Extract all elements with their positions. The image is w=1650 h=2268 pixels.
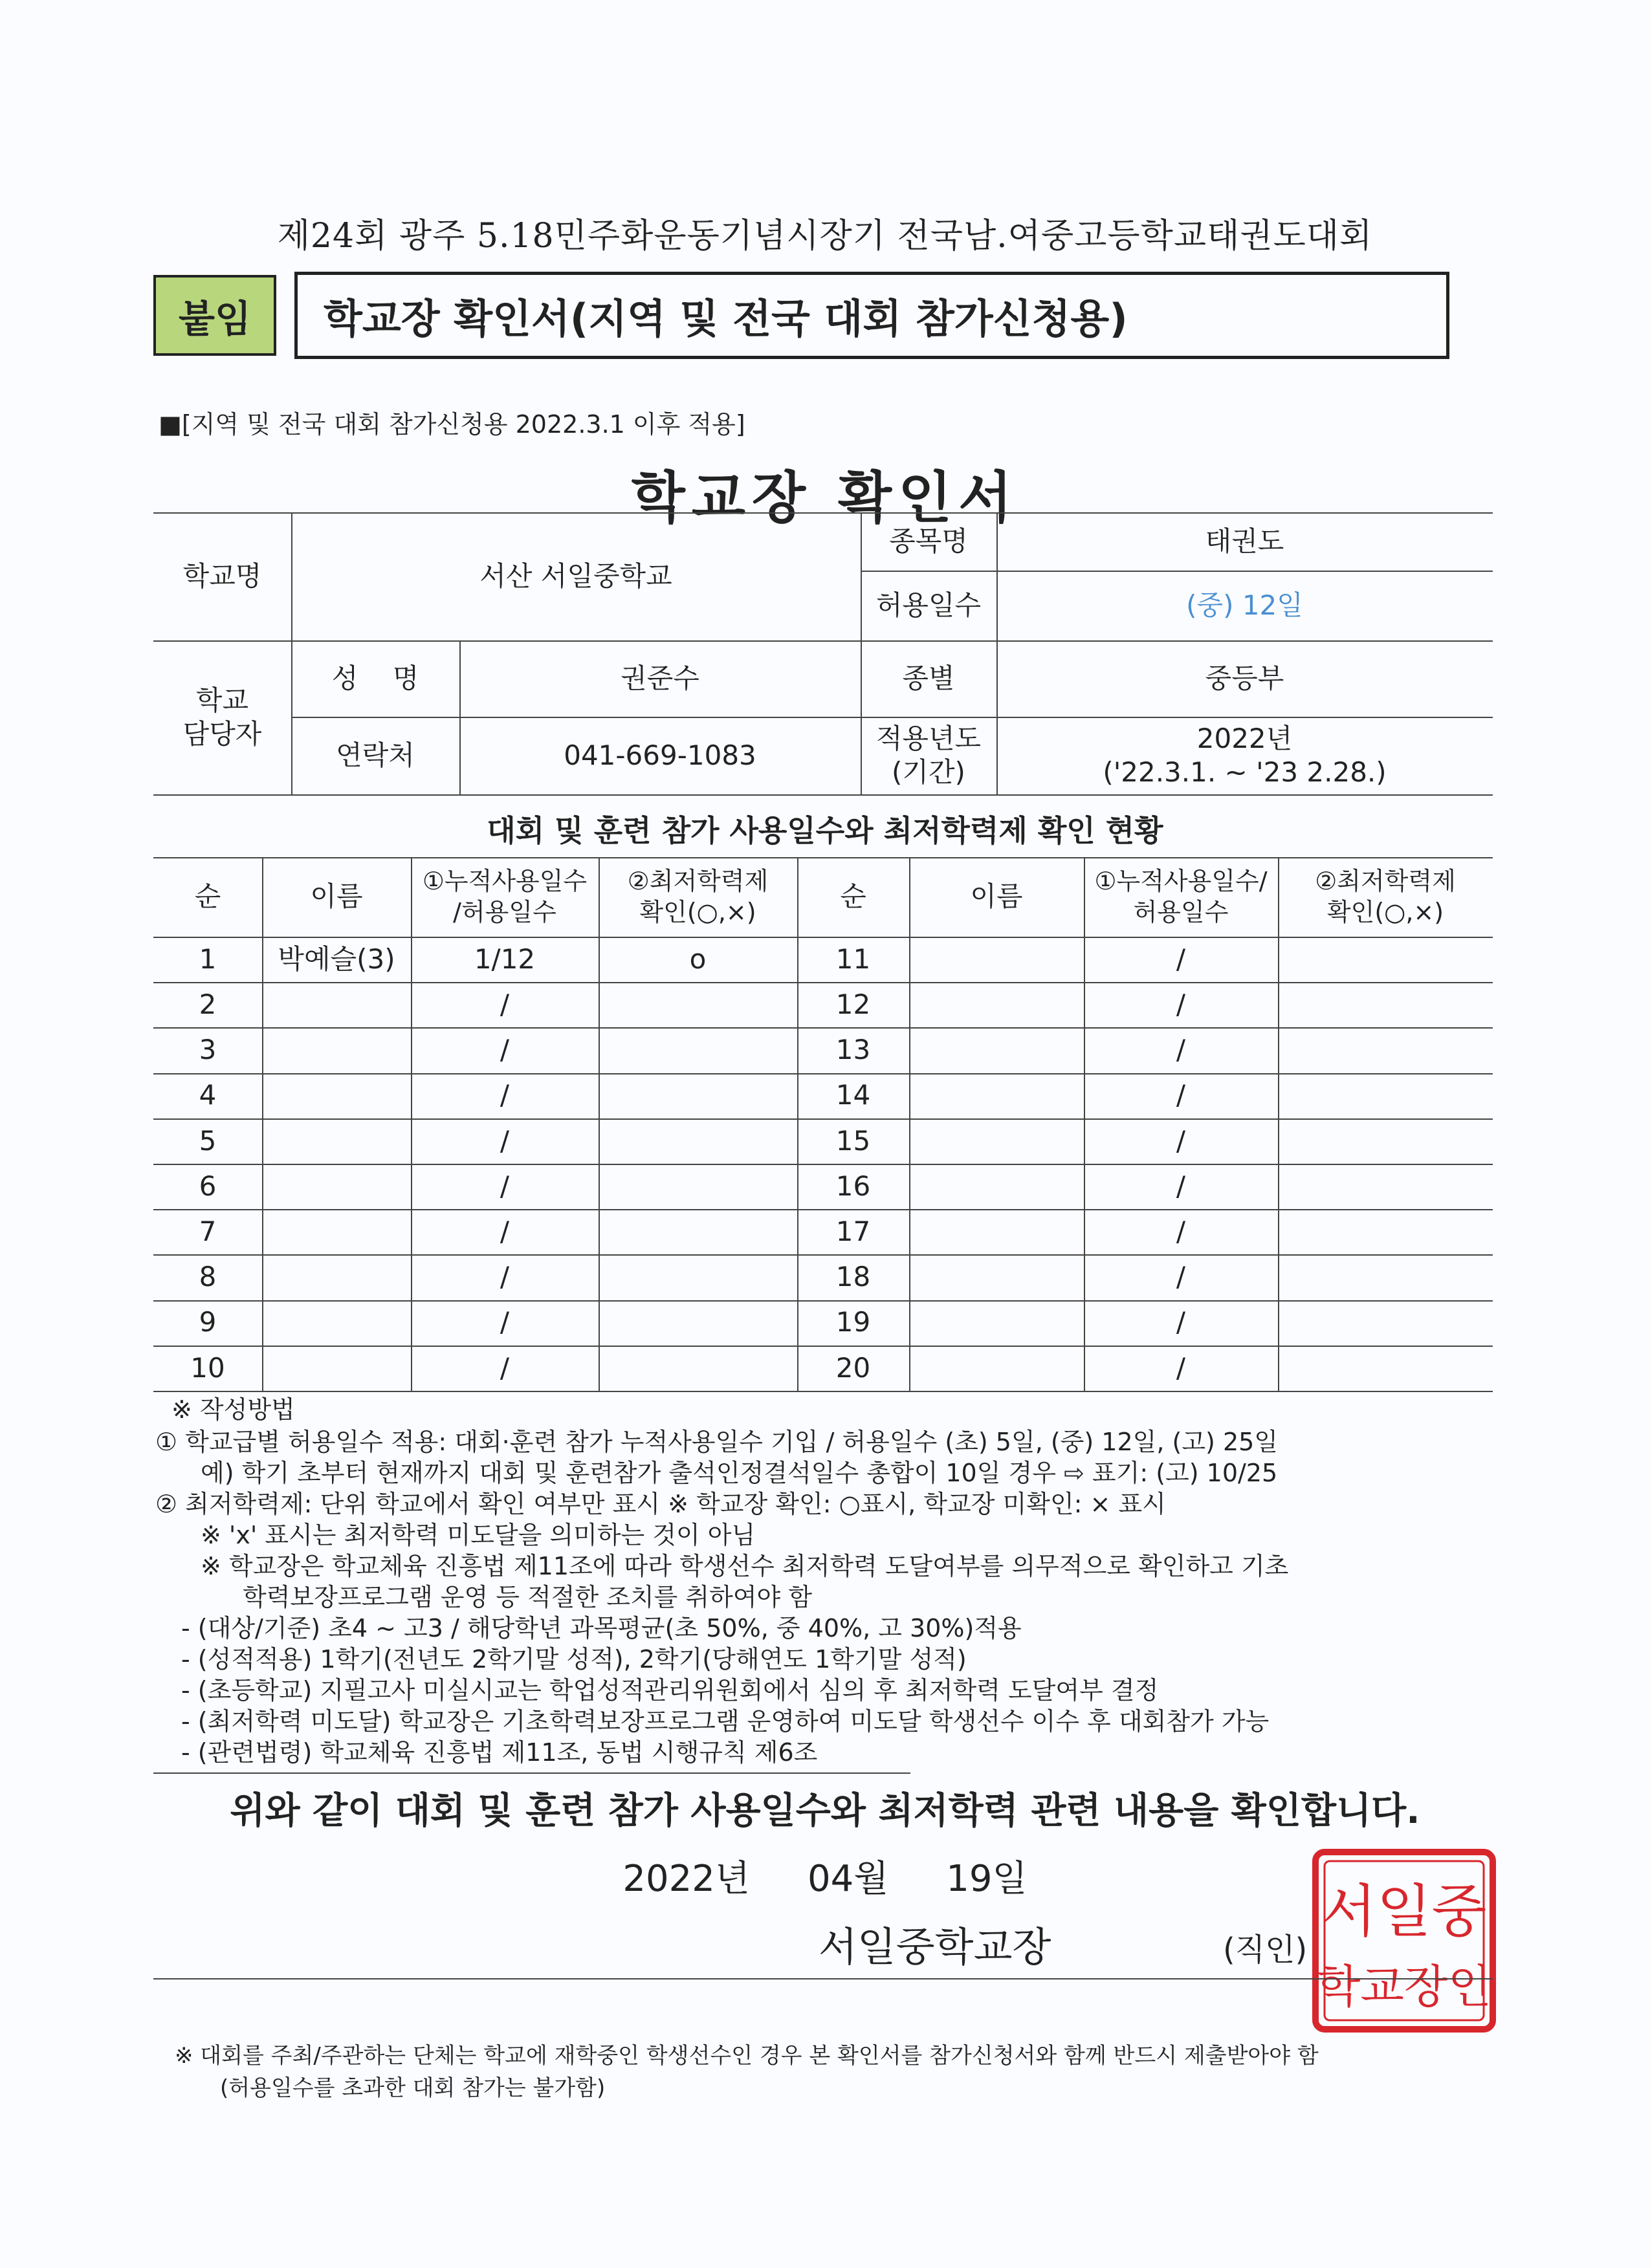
division-value: 중등부 [1205,662,1284,694]
table-cell-name [262,1300,411,1346]
table-cell-min [1278,937,1493,982]
col-header-used-days-right [1084,857,1278,937]
school-name-label: 학교명 [182,560,262,592]
table-cell-no: 7 [199,1216,217,1248]
table-cell-used: / [1176,1216,1186,1248]
table-cell-min [1278,982,1493,1027]
table-cell-name [909,937,1084,982]
table-cell-used: / [1176,1261,1186,1293]
year-value [996,717,1493,794]
svg-text:학교장인: 학교장인 [1316,1960,1492,2013]
table-cell-min [599,1073,797,1118]
table-cell-no: 19 [835,1306,871,1338]
table-cell-used: / [1176,1170,1186,1202]
instruction-line: - (관련법령) 학교체육 진흥법 제11조, 동법 시행규칙 제6조 [181,1738,818,1767]
table-cell-name [909,1254,1084,1300]
contact-value: 041-669-1083 [564,739,756,771]
official-seal-mark: (직인) [1223,1932,1308,1968]
table-cell-used: / [1176,943,1186,975]
contact-label: 연락처 [336,739,415,771]
col-header-used-days [411,857,599,937]
table-cell-no: 3 [199,1034,217,1066]
table-cell-used: / [500,1034,510,1066]
table-cell-no: 4 [199,1079,217,1111]
table-cell-no: 12 [835,988,871,1021]
instruction-line: - (최저학력 미도달) 학교장은 기초학력보장프로그램 운영하여 미도달 학생선수 이수 후 대회참가 가능 [181,1707,1270,1736]
col-header-min-academic-right-line1: ②최저학력제 [1315,867,1456,895]
table-cell-name: 박예슬(3) [278,943,395,975]
col-header-min-academic-right-line2: 확인(○,×) [1326,897,1444,926]
table-cell-no: 10 [190,1351,225,1384]
svg-text:서일중: 서일중 [1321,1878,1487,1945]
manager-label-line1: 학교 [195,684,249,716]
table-cell-name [262,1164,411,1209]
col-header-min-academic-line2: 확인(○,×) [639,897,756,926]
instruction-line: ② 최저학력제: 단위 학교에서 확인 여부만 표시 ※ 학교장 확인: ○표시, 학교장 미확인: × 표시 [155,1490,1166,1518]
table-cell-min: o [689,943,707,975]
col-header-used-days-right-line1: ①누적사용일수/ [1094,867,1268,895]
allowed-days-value: (중) 12일 [1186,589,1303,621]
event-title: 제24회 광주 5.18민주화운동기념시장기 전국남.여중고등학교태권도대회 [277,217,1373,256]
table-cell-min [1278,1254,1493,1300]
year-label-line2: (기간) [892,756,965,788]
table-cell-name [909,1027,1084,1073]
table-cell-no: 16 [835,1170,871,1202]
table-cell-min [1278,1073,1493,1118]
table-cell-no: 14 [835,1079,871,1111]
table-cell-min [1278,1027,1493,1073]
table-cell-used: / [500,1079,510,1111]
table-cell-min [599,982,797,1027]
table-cell-name [909,982,1084,1027]
official-seal-stamp [1310,1847,1498,2034]
manager-label [153,640,291,794]
year-value-line1: 2022년 [1196,722,1293,754]
table-cell-no: 1 [199,943,217,975]
col-header-name: 이름 [310,880,363,913]
instruction-line: ① 학교급별 허용일수 적용: 대회·훈련 참가 누적사용일수 기입 / 허용일수 (초) 5일, (중) 12일, (고) 25일 [155,1428,1279,1456]
table-cell-no: 2 [199,988,217,1021]
instructions-heading: ※ 작성방법 [171,1395,295,1424]
table-cell-name [262,1254,411,1300]
table-cell-min [599,1209,797,1254]
table-cell-used: / [1176,1306,1186,1338]
document-title: 학교장 확인서(지역 및 전국 대회 참가신청용) [294,272,1449,359]
main-title: 학교장 확인서 [631,466,1019,530]
instruction-line: - (대상/기준) 초4 ~ 고3 / 해당학년 과목평균(초 50%, 중 40%, 고 30%)적용 [181,1614,1022,1642]
table-cell-used: / [1176,1124,1186,1157]
manager-label-line2: 담당자 [182,718,262,750]
table-cell-no: 6 [199,1170,217,1202]
table-cell-name [909,1164,1084,1209]
table-cell-min [599,1346,797,1391]
table-cell-used: / [500,1170,510,1202]
principal-signature: 서일중학교장 [819,1923,1051,1970]
name-label: 성 명 [331,662,419,694]
table-cell-used: / [500,1261,510,1293]
table-cell-min [599,1164,797,1209]
col-header-no: 순 [194,880,221,913]
col-header-min-academic-line1: ②최저학력제 [627,867,769,895]
table-cell-used: / [500,1306,510,1338]
instruction-line: 학력보장프로그램 운영 등 적절한 조치를 취하여야 함 [243,1583,813,1611]
table-cell-min [599,1300,797,1346]
table-cell-used: / [500,1216,510,1248]
col-header-name-right: 이름 [970,880,1023,913]
table-cell-min [599,1118,797,1164]
table-cell-no: 5 [199,1124,217,1157]
footer-note: (허용일수를 초과한 대회 참가는 불가함) [220,2075,606,2101]
table-cell-name [909,1073,1084,1118]
footer-note: ※ 대회를 주최/주관하는 단체는 학교에 재학중인 학생선수인 경우 본 확인서를 참가신청서와 함께 반드시 제출받아야 함 [175,2043,1319,2069]
section-title: 대회 및 훈련 참가 사용일수와 최저학력제 확인 현황 [487,813,1163,848]
table-cell-no: 8 [199,1261,217,1293]
table-cell-used: / [500,1351,510,1384]
instruction-line: ※ 학교장은 학교체육 진흥법 제11조에 따라 학생선수 최저학력 도달여부를 의무적으로 확인하고 기초 [201,1552,1289,1580]
table-cell-no: 11 [835,943,871,975]
event-value: 태권도 [1205,525,1284,557]
instruction-line: 예) 학기 초부터 현재까지 대회 및 훈련참가 출석인정결석일수 총합이 10일 경우 ⇨ 표기: (고) 10/25 [201,1459,1278,1487]
confirmation-statement: 위와 같이 대회 및 훈련 참가 사용일수와 최저학력 관련 내용을 확인합니다. [230,1790,1420,1832]
year-label-line1: 적용년도 [875,722,982,754]
col-header-no-right: 순 [840,880,866,913]
instruction-line: - (성적적용) 1학기(전년도 2학기말 성적), 2학기(당해연도 1학기말 성적) [181,1645,967,1674]
instruction-line: - (초등학교) 지필고사 미실시교는 학업성적관리위원회에서 심의 후 최저학력 도달여부 결정 [181,1676,1159,1705]
col-header-used-days-line1: ①누적사용일수 [422,867,588,895]
table-cell-no: 17 [835,1216,871,1248]
col-header-min-academic-right [1278,857,1493,937]
school-name-value: 서산 서일중학교 [479,560,672,592]
allowed-days-label: 허용일수 [875,589,982,621]
col-header-used-days-right-line2: 허용일수 [1133,897,1229,926]
table-cell-no: 15 [835,1124,871,1157]
table-cell-min [1278,1346,1493,1391]
table-cell-min [1278,1164,1493,1209]
table-cell-min [599,1027,797,1073]
table-cell-no: 9 [199,1306,217,1338]
table-cell-no: 20 [835,1351,871,1384]
issue-date: 2022년 04월 19일 [622,1858,1028,1900]
table-cell-min [1278,1118,1493,1164]
table-cell-used: / [1176,1034,1186,1066]
table-cell-min [1278,1300,1493,1346]
table-cell-no: 13 [835,1034,871,1066]
table-cell-name [262,1027,411,1073]
table-cell-used: 1/12 [474,943,536,975]
table-cell-used: / [500,988,510,1021]
table-cell-used: / [1176,1079,1186,1111]
table-cell-name [909,1118,1084,1164]
table-cell-used: / [1176,1351,1186,1384]
name-value: 권준수 [621,662,699,694]
attachment-tag: 붙임 [153,275,276,356]
table-cell-name [909,1209,1084,1254]
table-cell-min [599,1254,797,1300]
table-cell-used: / [1176,988,1186,1021]
year-label [861,717,996,794]
col-header-used-days-line2: /허용일수 [453,897,556,926]
applicability-notice: ■[지역 및 전국 대회 참가신청용 2022.3.1 이후 적용] [159,410,745,439]
table-cell-name [262,1209,411,1254]
year-value-line2: ('22.3.1. ~ '23 2.28.) [1103,756,1387,788]
event-label: 종목명 [889,525,968,557]
table-cell-name [909,1300,1084,1346]
col-header-min-academic [599,857,797,937]
table-cell-name [262,1346,411,1391]
table-cell-min [1278,1209,1493,1254]
division-label: 종별 [902,662,955,694]
instruction-line: ※ 'x' 표시는 최저학력 미도달을 의미하는 것이 아님 [201,1521,756,1549]
table-cell-no: 18 [835,1261,871,1293]
table-cell-used: / [500,1124,510,1157]
table-cell-name [262,1073,411,1118]
table-cell-name [909,1346,1084,1391]
table-cell-name [262,1118,411,1164]
table-cell-name [262,982,411,1027]
